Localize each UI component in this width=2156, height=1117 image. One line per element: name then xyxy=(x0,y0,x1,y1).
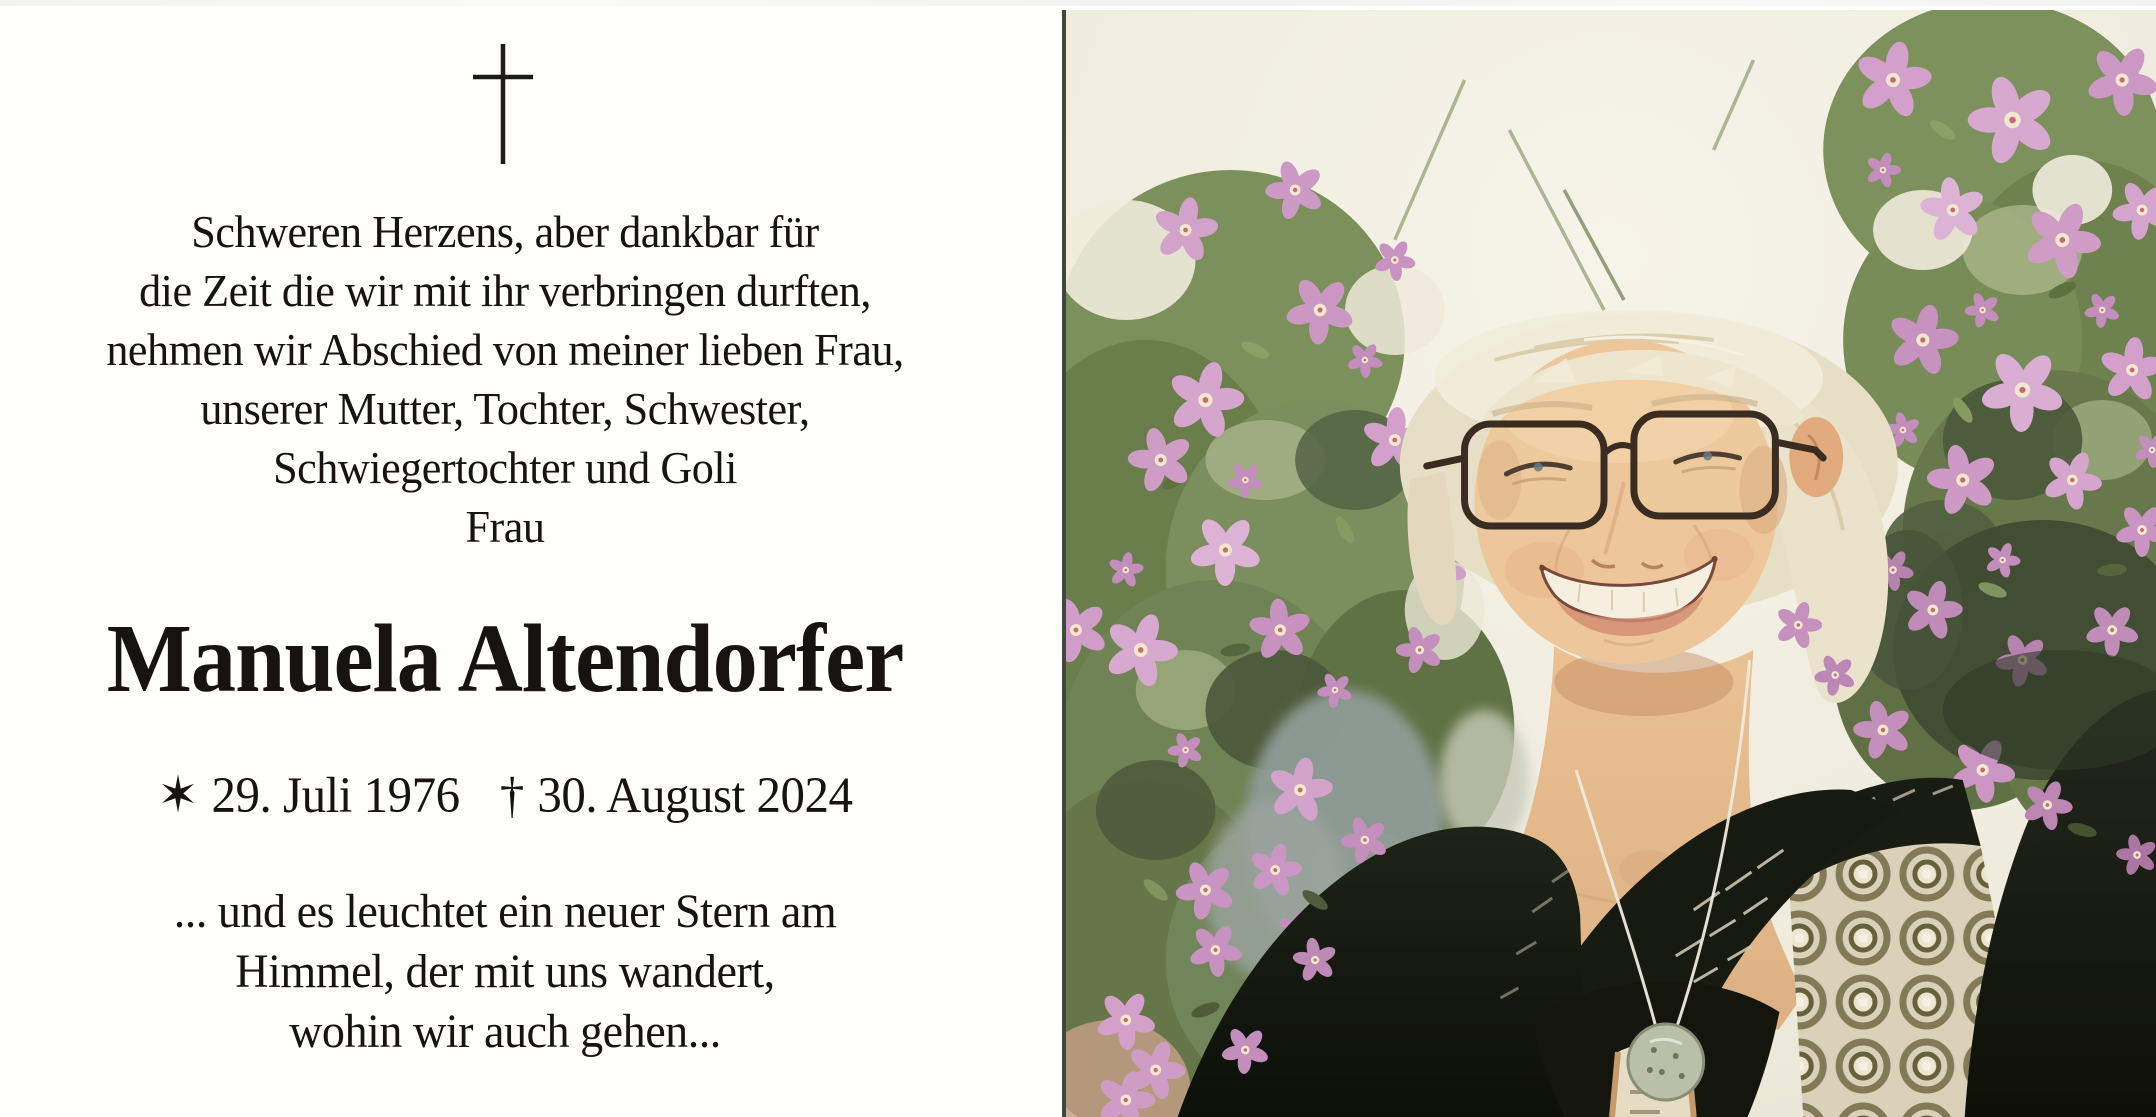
death-cross-symbol: † xyxy=(499,768,524,824)
portrait-photo-illustration xyxy=(1066,10,2156,1117)
intro-line: unserer Mutter, Tochter, Schwester, xyxy=(200,383,810,434)
verse-line: wohin wir auch gehen... xyxy=(289,1005,721,1058)
deceased-name: Manuela Altendorfer xyxy=(106,605,904,712)
intro-line: die Zeit die wir mit ihr verbringen durften, xyxy=(139,265,871,316)
birth-star-symbol: ✶ xyxy=(157,768,199,824)
cross-icon xyxy=(458,40,548,168)
intro-line: Frau xyxy=(465,501,545,552)
memorial-verse xyxy=(20,882,990,1062)
portrait-photo xyxy=(1062,10,2156,1117)
pendant xyxy=(1628,1024,1704,1100)
verse-line: Himmel, der mit uns wandert, xyxy=(235,945,775,998)
verse-line: ... und es leuchtet ein neuer Stern am xyxy=(173,885,837,938)
life-dates xyxy=(20,766,990,825)
text-panel xyxy=(0,0,1062,1117)
death-date: 30. August 2024 xyxy=(537,768,853,824)
intro-text xyxy=(20,202,990,556)
birth-date: 29. Juli 1976 xyxy=(211,768,460,824)
intro-line: nehmen wir Abschied von meiner lieben Frau, xyxy=(106,324,904,375)
intro-line: Schweren Herzens, aber dankbar für xyxy=(191,206,819,257)
intro-line: Schwiegertochter und Goli xyxy=(273,442,737,493)
ear xyxy=(1789,417,1843,497)
